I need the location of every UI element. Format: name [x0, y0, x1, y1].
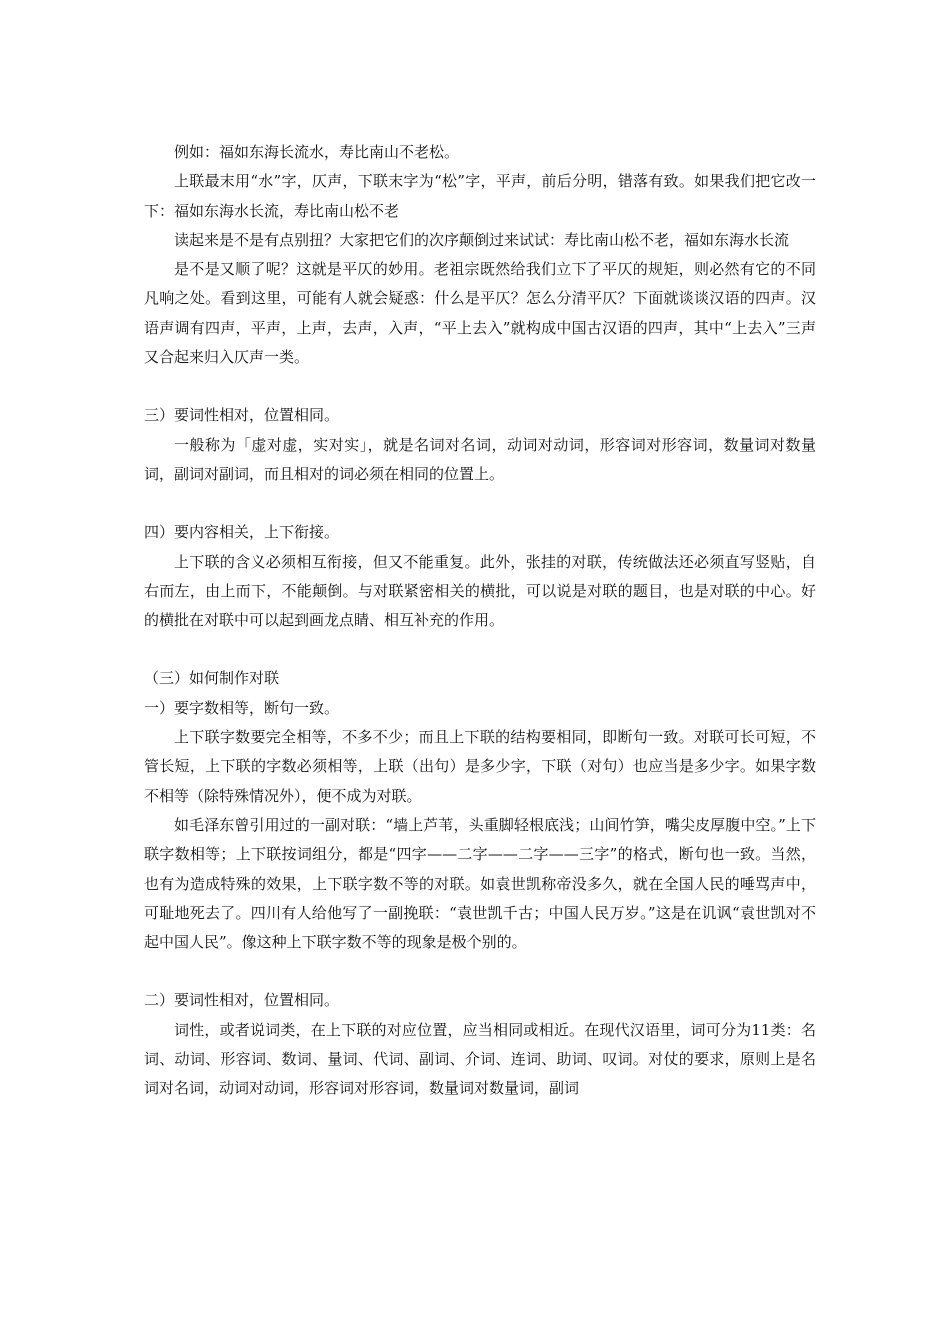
- section-spacer: [144, 635, 816, 664]
- section-heading-1: 一）要字数相等，断句一致。: [144, 698, 340, 717]
- section-spacer: [144, 957, 816, 986]
- section-heading-4: 四）要内容相关，上下衔接。: [144, 523, 340, 542]
- section-heading-2: 二）要词性相对，位置相同。: [144, 991, 340, 1010]
- document-body: [144, 138, 816, 1104]
- section-spacer: [144, 489, 816, 518]
- paragraph-tone-explanation: 上联最末用“水”字，仄声，下联末字为“松”字，平声，前后分明，错落有致。如果我们把它改一下：福如东海水长流，寿比南山松不老: [144, 172, 816, 220]
- chapter-heading-how-to-make: （三）如何制作对联: [144, 669, 280, 688]
- paragraph-part-of-speech: 一般称为「虚对虚，实对实」，就是名词对名词，动词对动词，形容词对形容词，数量词对数量词，副词对副词，而且相对的词必须在相同的位置上。: [144, 435, 816, 483]
- paragraph-equal-length: 上下联字数要完全相等，不多不少；而且上下联的结构要相同，即断句一致。对联可长可短，不管长短，上下联的字数必须相等，上联（出句）是多少字，下联（对句）也应当是多少字。如果字数不相等（除特殊情况外），便不成为对联。: [144, 728, 816, 805]
- paragraph-four-tones: 是不是又顺了呢？这就是平仄的妙用。老祖宗既然给我们立下了平仄的规矩，则必然有它的不同凡响之处。看到这里，可能有人就会疑惑：什么是平仄？怎么分清平仄？下面就谈谈汉语的四声。汉语声调有四声，平声，上声，去声，入声，“平上去入”就构成中国古汉语的四声，其中“上去入”三声又合起来归入仄声一类。: [144, 260, 816, 367]
- paragraph-word-classes: 词性，或者说词类，在上下联的对应位置，应当相同或相近。在现代汉语里，词可分为11类：名词、动词、形容词、数词、量词、代词、副词、介词、连词、助词、叹词。对仗的要求，原则上是名词对名词，动词对动词，形容词对形容词，数量词对数量词，副词: [144, 1020, 816, 1098]
- section-heading-3: 三）要词性相对，位置相同。: [144, 406, 340, 425]
- paragraph-example: 例如：福如东海长流水，寿比南山不老松。: [174, 143, 460, 161]
- section-spacer: [144, 372, 816, 401]
- paragraph-reversed-order: 读起来是不是有点别扭？大家把它们的次序颠倒过来试试：寿比南山松不老，福如东海水长流: [174, 230, 790, 249]
- paragraph-mao-example: 如毛泽东曾引用过的一副对联：“墙上芦苇，头重脚轻根底浅；山间竹笋，嘴尖皮厚腹中空。”上下联字数相等；上下联按词组分，都是“四字——二字——二字——三字”的格式，断句也一致。当然，也有为造成特殊的效果，上下联字数不等的对联。如袁世凯称帝没多久，就在全国人民的唾骂声中，可耻地死去了。四川有人给他写了一副挽联：“袁世凯千古；中国人民万岁。”这是在讥讽“袁世凯对不起中国人民”。像这种上下联字数不等的现象是极个别的。: [144, 815, 816, 952]
- paragraph-content-related: 上下联的含义必须相互衔接，但又不能重复。此外，张挂的对联，传统做法还必须直写竖贴，自右而左，由上而下，不能颠倒。与对联紧密相关的横批，可以说是对联的题目，也是对联的中心。好的横批在对联中可以起到画龙点睛、相互补充的作用。: [144, 552, 816, 630]
